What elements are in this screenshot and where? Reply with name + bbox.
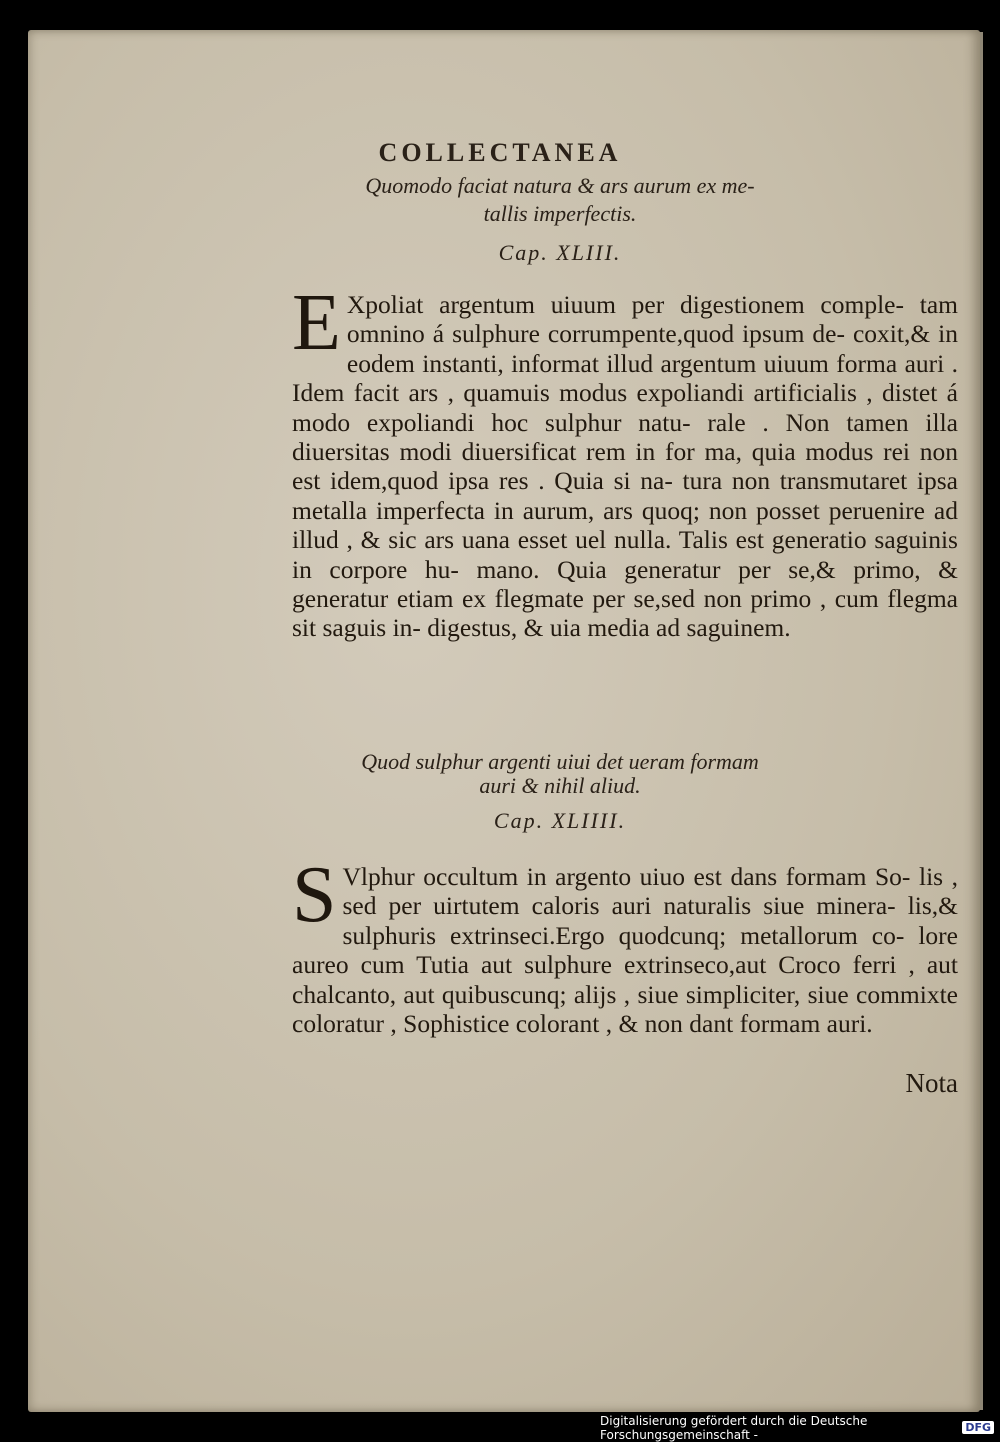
drop-cap-s: S	[292, 851, 337, 939]
chapter-text-43-body: Xpoliat argentum uiuum per digestionem comple- tam omnino á sulphure corrumpente,quod ipsum de- coxit,& in eodem instanti, informat illud argentum uiuum forma auri . Idem facit ars , quamuis modus expoliandi artificialis , distet á modo expoliandi hoc sulphur natu- rale . Non tamen illa diuersitas modi diuersificat rem in for ma, quia modus rei non est idem,quod ipsa res . Quia si na- tura non transmutaret ipsa metalla imperfecta in aurum, ars quoq; non posset peruenire ad illud , & sic ars uana esset uel nulla. Talis est generatio saguinis in corpore hu- mano. Quia generatur per se,& primo, & generatur etiam ex flegmate per se,sed non primo , cum flegma sit saguis in- digestus, & uia media ad saguinem.	[292, 290, 958, 643]
chapter-text-44	[292, 851, 958, 1039]
running-head: COLLECTANEA	[378, 138, 622, 167]
chapter-number-44: Cap. XLIIII.	[493, 808, 627, 833]
footer-text: Digitalisierung gefördert durch die Deutsche Forschungsgemeinschaft -	[600, 1413, 868, 1442]
chapter-title-44-line-2: auri & nihil aliud.	[479, 773, 641, 798]
book-page	[28, 30, 980, 1412]
chapter-title-43-line-1: Quomodo faciat natura & ars aurum ex me-	[365, 173, 755, 198]
footer-bar	[600, 1414, 1000, 1441]
chapter-text-44-body: Vlphur occultum in argento uiuo est dans formam So- lis , sed per uirtutem caloris auri naturalis siue minera- lis,& sulphuris extrinseci.Ergo quodcunq; metallorum co- lore aureo cum Tutia aut sulphure extrinseco,aut Croco ferri , aut chalcanto, aut quibuscunq; alijs , siue simpliciter, siue commixte coloratur , Sophistice colorant , & non dant formam auri.	[292, 862, 958, 1039]
chapter-title-43-line-2: tallis imperfectis.	[483, 201, 637, 226]
catchword: Nota	[905, 1068, 958, 1098]
chapter-number-43: Cap. XLIII.	[498, 240, 622, 265]
dfg-logo: DFG	[962, 1421, 994, 1434]
chapter-title-44-line-1: Quod sulphur argenti uiui det ueram formam	[361, 749, 759, 774]
chapter-text-43	[292, 279, 958, 643]
drop-cap-e: E	[292, 279, 341, 367]
